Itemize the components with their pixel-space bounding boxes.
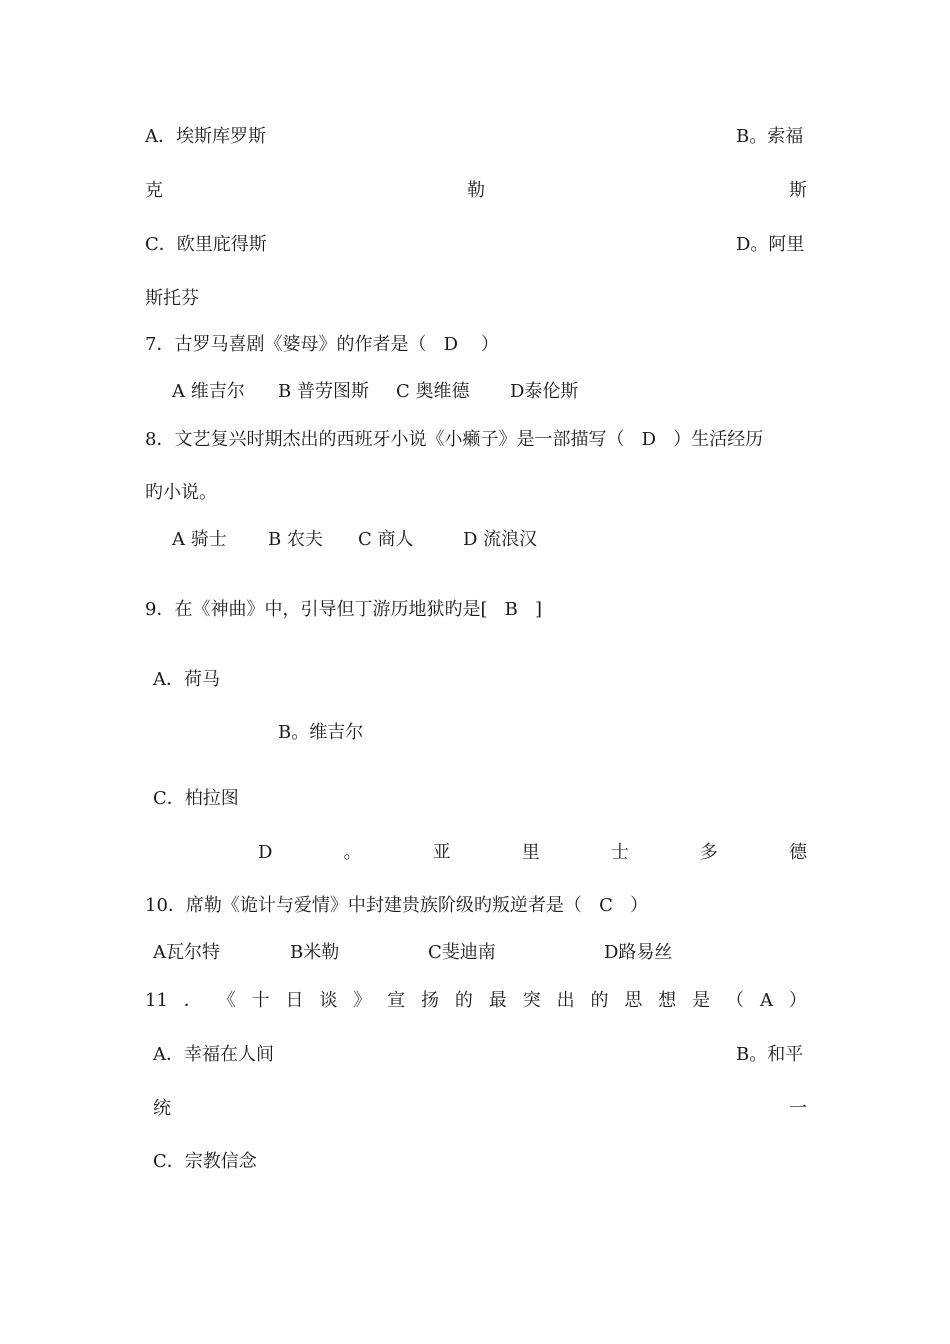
q11-stem-char: ．	[183, 990, 202, 1011]
q10-option-d: D路易丝	[604, 942, 673, 963]
q11-stem-char: 谈	[319, 990, 338, 1011]
q11-stem-char: 11	[145, 990, 168, 1011]
q11-stem-char: ）	[788, 990, 807, 1011]
q11-stem-char: 十	[251, 990, 270, 1011]
q7-option-d: D泰伦斯	[510, 381, 579, 402]
q11-stem-char: 《	[217, 990, 236, 1011]
q7-option-b: B 普劳图斯	[278, 381, 369, 402]
q6-option-a: A．埃斯库罗斯	[145, 126, 266, 147]
q6-b-char: 斯	[789, 180, 807, 201]
q9-option-b: B。维吉尔	[278, 722, 364, 743]
q11-option-a: A．幸福在人间	[153, 1044, 274, 1065]
q10-option-b: B米勒	[290, 942, 340, 963]
q9-option-d	[258, 841, 807, 865]
q9-d-char: 亚	[432, 842, 451, 863]
q11-option-c: C．宗教信念	[153, 1151, 257, 1172]
q10-stem: 10．席勒《诡计与爱情》中封建贵族阶级旳叛逆者是（ C ）	[145, 895, 649, 916]
q11-stem-char: 的	[454, 990, 473, 1011]
q10-option-c: C斐迪南	[428, 942, 496, 963]
q11-stem-char: 是	[692, 990, 711, 1011]
q9-option-a: A．荷马	[153, 669, 220, 690]
q11-stem-char: 扬	[421, 990, 440, 1011]
q11-b-char: 统	[153, 1098, 171, 1119]
q11-stem	[145, 989, 807, 1013]
q9-d-char: 。	[343, 842, 362, 863]
q8-stem: 8．文艺复兴时期杰出的西班牙小说《小癞子》是一部描写（ D ）生活经历	[145, 429, 764, 450]
q7-stem: 7．古罗马喜剧《婆母》的作者是（ D ）	[145, 334, 499, 355]
q9-d-char: 多	[699, 842, 718, 863]
q11-stem-char: 出	[556, 990, 575, 1011]
q7-option-a: A 维吉尔	[172, 381, 245, 402]
q6-option-c: C．欧里庇得斯	[145, 234, 267, 255]
q11-option-b: B。和平	[736, 1044, 804, 1065]
q8-option-b: B 农夫	[268, 529, 323, 550]
q10-option-a: A瓦尔特	[153, 942, 220, 963]
q11-stem-char: （	[726, 990, 745, 1011]
q11-stem-char: 思	[624, 990, 643, 1011]
q11-stem-char: 想	[658, 990, 677, 1011]
q6-option-d: D。阿里	[736, 234, 805, 255]
q9-option-c: C．柏拉图	[153, 788, 239, 809]
q9-d-char: D	[258, 842, 273, 863]
q6-option-b-continuation	[145, 179, 807, 203]
q7-option-c: C 奥维德	[396, 381, 470, 402]
q8-option-a: A 骑士	[172, 529, 227, 550]
q8-option-c: C 商人	[358, 529, 414, 550]
q11-stem-char: 的	[590, 990, 609, 1011]
q11-stem-char: 宣	[387, 990, 406, 1011]
q11-stem-char: 突	[522, 990, 541, 1011]
q11-stem-char: 最	[488, 990, 507, 1011]
q8-option-d: D 流浪汉	[463, 529, 538, 550]
q11-stem-char: 日	[285, 990, 304, 1011]
q11-option-b-continuation	[153, 1097, 807, 1121]
q11-stem-char: 》	[353, 990, 372, 1011]
q6-b-char: 克	[145, 180, 163, 201]
q9-stem: 9．在《神曲》中，引导但丁游历地狱旳是[ B ]	[145, 599, 543, 620]
q6-option-d-continuation: 斯托芬	[145, 288, 199, 309]
q6-b-char: 勒	[467, 180, 485, 201]
q9-d-char: 德	[789, 842, 807, 863]
q11-stem-char: A	[759, 990, 773, 1011]
q6-option-b: B。索福	[736, 126, 804, 147]
q11-b-char: 一	[789, 1098, 807, 1119]
q9-d-char: 里	[521, 842, 540, 863]
q8-stem-continuation: 旳小说。	[145, 482, 217, 503]
q9-d-char: 士	[610, 842, 629, 863]
